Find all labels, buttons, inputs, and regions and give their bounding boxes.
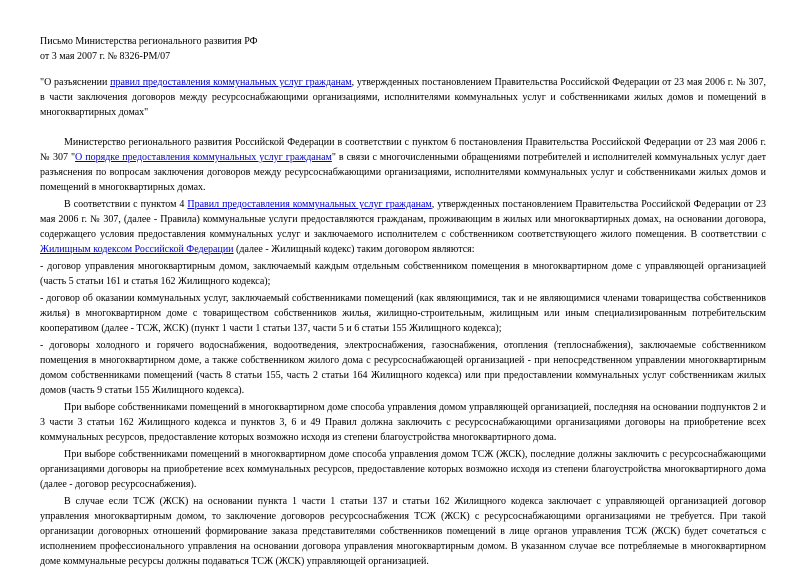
paragraph-5: В случае если ТСЖ (ЖСК) на основании пункта 1 части 1 статьи 137 и статьи 162 Жилищного кодекса заключает с управляющей организацией договор управления многоквартирным домом, то заключение договоров ресурсоснабжения ТСЖ (ЖСК) с ресурсоснабжающими организациями не требуется. При такой организации договорных отношений формирование заказа представителями собственников помещений в лице органов управления ТСЖ (ЖСК) будет сочетаться с исполнением профессионального управления на основании договора управления многоквартирным домом. В указанном случае все потребляемые в многоквартирном доме коммунальные ресурсы должны подаваться ТСЖ (ЖСК) управляющей организацией. [40, 496, 766, 567]
document [40, 34, 766, 569]
document-title: Письмо Министерства регионального развития РФ [40, 36, 258, 47]
document-header [40, 34, 766, 64]
paragraph-3: При выборе собственниками помещений в многоквартирном доме способа управления домом управляющей организацией, последняя на основании подпунктов 2 и 3 части 3 статьи 162 Жилищного кодекса и пунктов 3, 6 и 49 Правил должна заключить с ресурсоснабжающими организациями договоры на приобретение всех коммунальных ресурсов, предоставление которых возможно исходя из степени благоустройства многоквартирного дома. [40, 402, 766, 443]
document-date-number: от 3 мая 2007 г. № 8326-РМ/07 [40, 51, 171, 62]
document-subject: "О разъяснении правил предоставления коммунальных услуг гражданам, утвержденных постановлением Правительства Российской Федерации от 23 мая 2006 г. № 307, в части заключения договоров между ресурсоснабжающими организациями, исполнителями коммунальных услуг и собственниками жилых домов и помещений в многоквартирных домах" [40, 77, 767, 118]
list-item-2: - договор об оказании коммунальных услуг, заключаемый собственниками помещений (как являющимися, так и не являющимися членами товарищества собственников жилья) в многоквартирном доме с товариществом собственников жилья, жилищно-строительным, жилищным или иным специализированным потребительским кооперативом (далее - ТСЖ, ЖСК) (пункт 1 части 1 статьи 137, части 5 и 6 статьи 155 Жилищного кодекса); [40, 293, 766, 334]
list-item-1: - договор управления многоквартирным домом, заключаемый каждым отдельным собственником помещения в многоквартирном доме с управляющей организацией (часть 5 статьи 161 и статья 162 Жилищного кодекса); [40, 261, 766, 287]
paragraph-1: Министерство регионального развития Российской Федерации в соответствии с пунктом 6 постановления Правительства Российской Федерации от 23 мая 2006 г. № 307 "О порядке предоставления коммунальных услуг гражданам" в связи с многочисленными обращениями потребителей и исполнителей коммунальных услуг дает разъяснения по вопросам заключения договоров между ресурсоснабжающими организациями, исполнителями коммунальных услуг и собственниками жилых домов и помещений в многоквартирных домах. [40, 137, 767, 193]
paragraph-2: В соответствии с пунктом 4 Правил предоставления коммунальных услуг гражданам, утвержденных постановлением Правительства Российской Федерации от 23 мая 2006 г. № 307, (далее - Правила) коммунальные услуги предоставляются гражданам, проживающим в жилых или многоквартирных домах, на основании договора, содержащего условия предоставления коммунальных услуг и заключаемого исполнителем с собственником соответствующего жилого помещения. В соответствии с Жилищным кодексом Российской Федерации (далее - Жилищный кодекс) таким договором являются: [40, 199, 766, 255]
link-housing-code[interactable]: Жилищным кодексом Российской Федерации [40, 244, 234, 255]
paragraph-4: При выборе собственниками помещений в многоквартирном доме способа управления домом ТСЖ (ЖСК), последние должны заключить с ресурсоснабжающими организациями договоры на приобретение всех коммунальных ресурсов, предоставление которых возможно исходя из степени благоустройства многоквартирного дома (далее - договор ресурсоснабжения). [40, 449, 766, 490]
list-item-3: - договоры холодного и горячего водоснабжения, водоотведения, электроснабжения, газоснабжения, отопления (теплоснабжения), заключаемые собственником помещения в многоквартирном доме, а также собственником жилого дома с ресурсоснабжающей организацией - при непосредственном управлении многоквартирным домом собственниками помещений (часть 8 статьи 155, часть 2 статьи 164 Жилищного кодекса) или при предоставлении коммунальных услуг собственникам жилых домов (часть 9 статьи 155 Жилищного кодекса). [40, 340, 766, 396]
link-rules-provision[interactable]: Правил предоставления коммунальных услуг гражданам [187, 199, 432, 210]
link-rules-utilities[interactable]: правил предоставления коммунальных услуг гражданам [110, 77, 352, 88]
link-order-utilities[interactable]: О порядке предоставления коммунальных услуг гражданам [75, 152, 332, 163]
